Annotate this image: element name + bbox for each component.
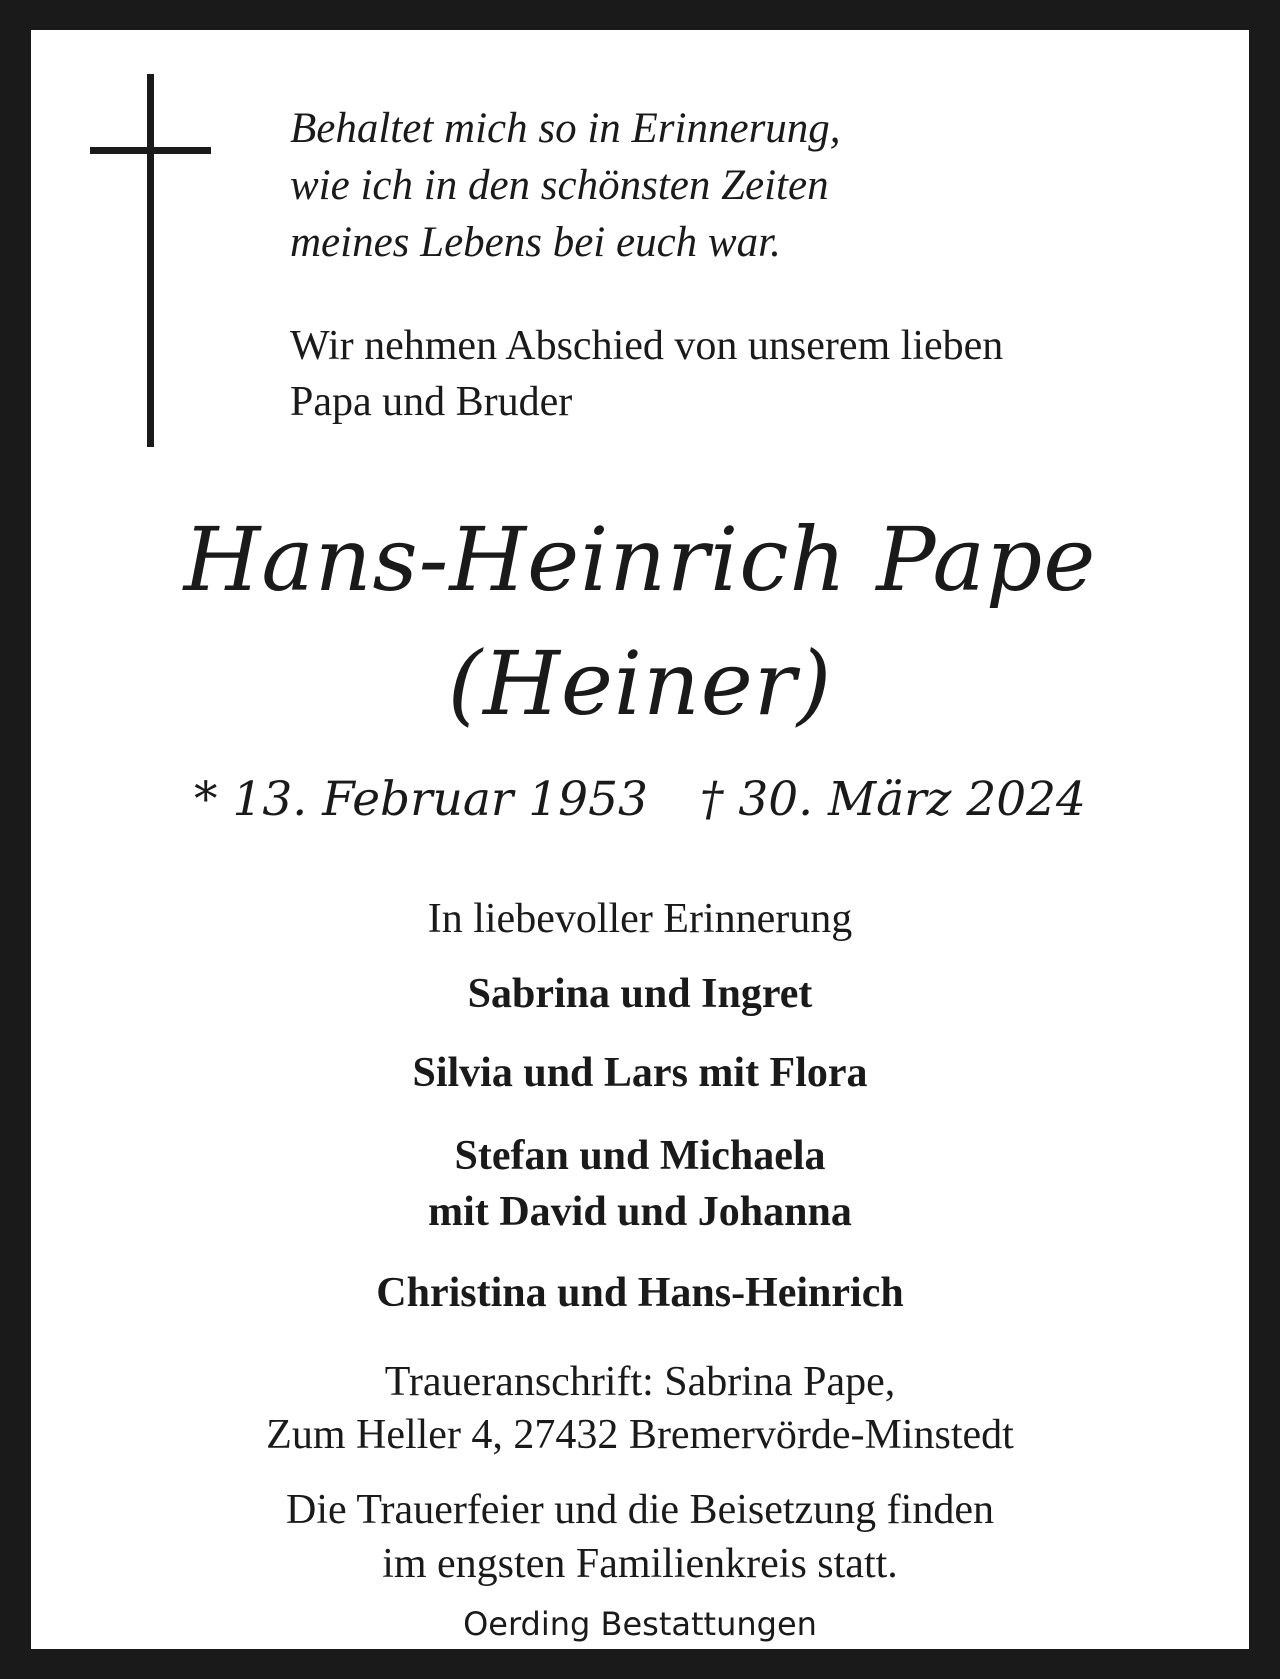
address-line: Zum Heller 4, 27432 Bremervörde-Minstedt <box>266 1412 1014 1458</box>
family-line: mit David und Johanna <box>428 1189 852 1235</box>
deceased-name-block <box>40 498 1240 746</box>
family-line: Stefan und Michaela <box>454 1133 826 1179</box>
cross-vertical-bar <box>147 74 154 447</box>
death-date: † 30. März 2024 <box>699 772 1086 827</box>
ceremony-line: im engsten Familienkreis statt. <box>382 1541 898 1587</box>
family-line: Sabrina und Ingret <box>467 971 813 1017</box>
family-entry <box>40 1128 1240 1240</box>
family-line: Christina und Hans-Heinrich <box>376 1270 904 1316</box>
deceased-nickname: (Heiner) <box>447 632 833 735</box>
family-entry <box>40 966 1240 1022</box>
memory-line: In liebevoller Erinnerung <box>427 896 853 942</box>
verse-line: Behaltet mich so in Erinnerung, <box>290 105 841 152</box>
undertaker-name: Oerding Bestattungen <box>463 1605 817 1643</box>
intro-line: Papa und Bruder <box>290 379 573 425</box>
birth-date: * 13. Februar 1953 <box>194 772 648 827</box>
family-entry <box>40 1045 1240 1101</box>
farewell-intro <box>290 318 1230 430</box>
address-line: Traueranschrift: Sabrina Pape, <box>384 1359 896 1405</box>
family-entry <box>40 1265 1240 1321</box>
memorial-verse <box>290 100 1190 271</box>
ceremony-line: Die Trauerfeier und die Beisetzung finden <box>286 1487 994 1533</box>
verse-line: wie ich in den schönsten Zeiten <box>290 162 829 209</box>
mourning-address <box>40 1356 1240 1462</box>
intro-line: Wir nehmen Abschied von unserem lieben <box>290 323 1004 369</box>
life-dates <box>40 770 1240 830</box>
family-line: Silvia und Lars mit Flora <box>412 1050 868 1096</box>
cross-horizontal-bar <box>90 147 211 154</box>
ceremony-notice <box>40 1483 1240 1591</box>
verse-line: meines Lebens bei euch war. <box>290 219 781 266</box>
deceased-name: Hans-Heinrich Pape <box>183 508 1097 611</box>
